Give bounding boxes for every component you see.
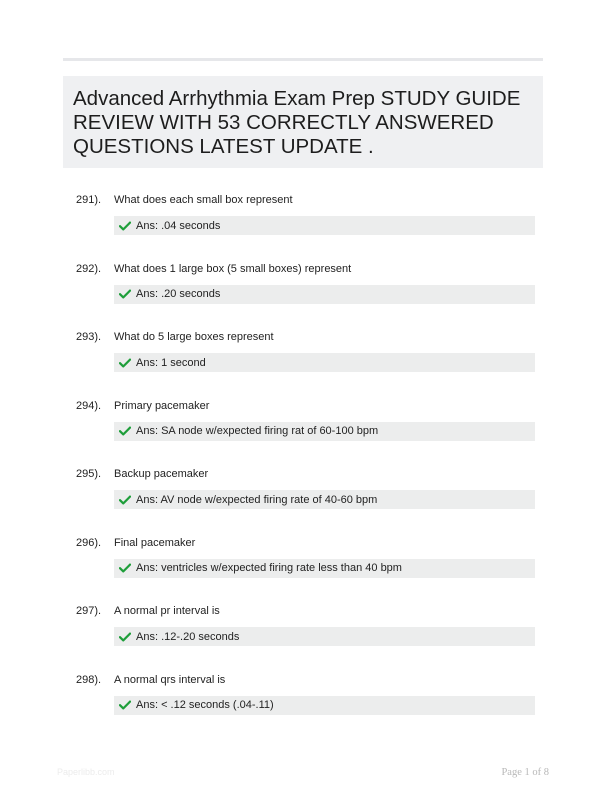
question-number: 298). bbox=[76, 673, 102, 686]
answer-box bbox=[114, 696, 535, 715]
checkmark-icon bbox=[119, 700, 131, 710]
question-item bbox=[63, 467, 543, 511]
checkmark-icon bbox=[119, 358, 131, 368]
title-banner bbox=[63, 76, 543, 168]
question-text: What does 1 large box (5 small boxes) represent bbox=[114, 262, 352, 275]
question-number: 294). bbox=[76, 399, 102, 412]
question-text: What does each small box represent bbox=[114, 194, 293, 206]
question-text: A normal pr interval is bbox=[114, 605, 220, 617]
question-number: 297). bbox=[76, 605, 102, 617]
answer-text: Ans: < .12 seconds (.04-.11) bbox=[136, 699, 274, 711]
checkmark-icon bbox=[119, 426, 131, 436]
checkmark-icon bbox=[119, 632, 131, 642]
checkmark-icon bbox=[119, 563, 131, 573]
question-number: 295). bbox=[76, 468, 102, 480]
question-number: 296). bbox=[76, 536, 102, 549]
answer-text: Ans: SA node w/expected firing rat of 60-100 bpm bbox=[136, 425, 379, 437]
answer-box bbox=[114, 353, 535, 372]
footer-watermark: Paperlibb.com bbox=[57, 767, 115, 777]
checkmark-icon bbox=[119, 289, 131, 299]
question-item bbox=[63, 604, 543, 648]
question-number: 292). bbox=[76, 262, 102, 275]
answer-text: Ans: .20 seconds bbox=[136, 288, 221, 300]
question-item bbox=[63, 330, 543, 374]
answer-box bbox=[114, 285, 535, 304]
question-text: Primary pacemaker bbox=[114, 399, 210, 412]
checkmark-icon bbox=[119, 221, 131, 231]
answer-box bbox=[114, 216, 535, 235]
answer-text: Ans: AV node w/expected firing rate of 40-60 bpm bbox=[136, 493, 378, 506]
question-text: Backup pacemaker bbox=[114, 468, 209, 480]
document-title: Advanced Arrhythmia Exam Prep STUDY GUIDE REVIEW WITH 53 CORRECTLY ANSWERED QUESTIONS LATEST UPDATE . bbox=[73, 87, 521, 158]
question-text: What do 5 large boxes represent bbox=[114, 331, 274, 343]
question-text: Final pacemaker bbox=[114, 536, 196, 549]
question-number: 291). bbox=[76, 194, 102, 206]
question-item bbox=[63, 536, 543, 580]
answer-text: Ans: 1 second bbox=[136, 356, 206, 369]
answer-box bbox=[114, 559, 535, 578]
page-number: Page 1 of 8 bbox=[501, 767, 549, 778]
answer-text: Ans: .12-.20 seconds bbox=[136, 630, 240, 643]
question-item bbox=[63, 399, 543, 443]
question-number: 293). bbox=[76, 331, 102, 343]
answer-box bbox=[114, 490, 535, 509]
question-item bbox=[63, 262, 543, 306]
answer-text: Ans: ventricles w/expected firing rate less than 40 bpm bbox=[136, 562, 402, 574]
top-divider bbox=[63, 58, 543, 61]
checkmark-icon bbox=[119, 495, 131, 505]
question-text: A normal qrs interval is bbox=[114, 673, 226, 686]
answer-box bbox=[114, 422, 535, 441]
question-item bbox=[63, 193, 543, 237]
question-item bbox=[63, 673, 543, 717]
answer-box bbox=[114, 627, 535, 646]
answer-text: Ans: .04 seconds bbox=[136, 219, 221, 232]
